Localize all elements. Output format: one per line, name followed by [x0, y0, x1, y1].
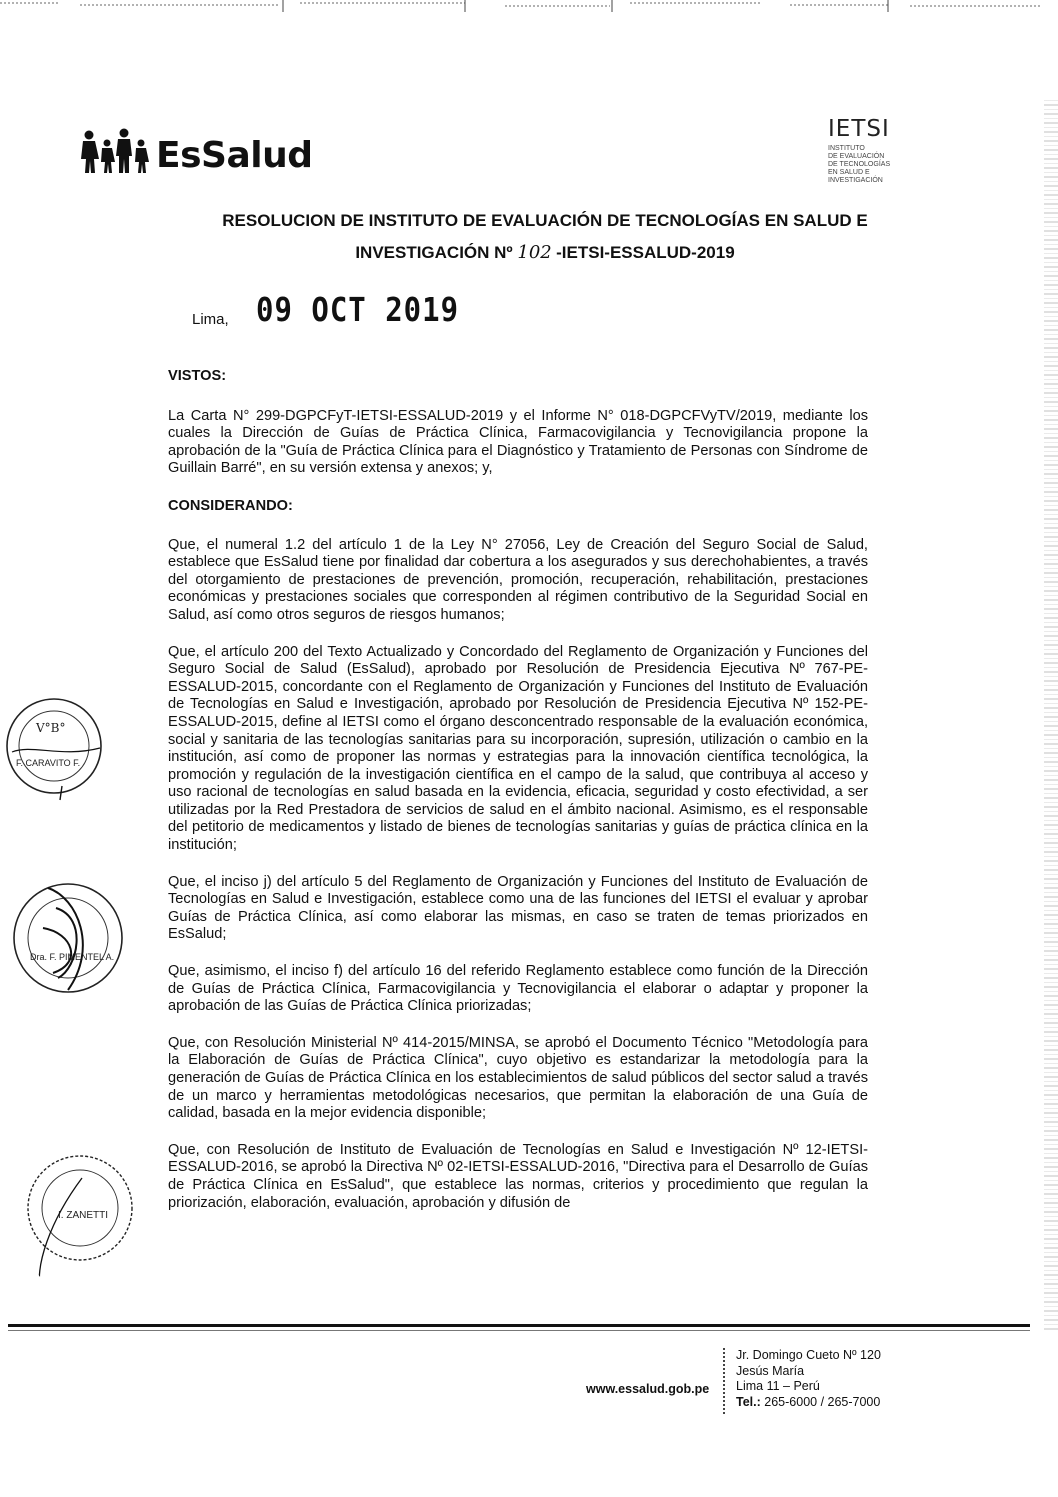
visto-bueno-seal-1: [2, 692, 106, 804]
considerando-heading: CONSIDERANDO:: [168, 497, 293, 514]
vistos-heading: VISTOS:: [168, 368, 227, 384]
considerando-paragraph: Que, el inciso j) del artículo 5 del Reglamento de Organización y Funciones del Instituto de Evaluación de Tecnologías en Salud e Investigación, establece como una de las funciones del IETSI el evaluar y aprobar Guías de Práctica Clínica, así como elaborar las mismas, en caso se traten de temas priorizados en EsSalud;: [168, 873, 868, 943]
footer-address: Jr. Domingo Cueto Nº 120 Jesús María Lima 11 – Perú Tel.: 265-6000 / 265-7000: [736, 1348, 881, 1409]
scan-artifact-top: [0, 0, 1058, 14]
footer-rule-thin: [8, 1330, 1030, 1331]
visto-bueno-seal-2: [8, 878, 130, 998]
seal-name-text: Dra. F. PIMENTEL A.: [30, 952, 115, 962]
family-figures-icon: [80, 128, 154, 174]
date-stamp: 09 OCT 2019: [256, 290, 460, 330]
visto-bueno-seal-3: [22, 1148, 140, 1298]
date-label: Lima,: [192, 311, 229, 328]
seal-vb-text: V°B°: [36, 721, 66, 735]
essalud-wordmark: EsSalud: [156, 135, 313, 176]
footer-website-link[interactable]: www.essalud.gob.pe: [586, 1382, 710, 1396]
considerando-paragraph: Que, con Resolución de Instituto de Evaluación de Tecnologías en Salud e Investigación Nº 12-IETSI-ESSALUD-2016, se aprobó la Directiva Nº 02-IETSI-ESSALUD-2016, "Directiva para el Desarrollo de Guías de Práctica Clínica en EsSalud", que establece las normas, criterios y procedimiento que regulan la priorización, elaboración, evaluación, aprobación y difusión de: [168, 1141, 868, 1211]
resolution-title: [150, 205, 940, 269]
document-body: [168, 368, 868, 1212]
handwritten-resolution-number: 102: [517, 242, 552, 263]
essalud-logo: [80, 122, 312, 174]
title-line-2: INVESTIGACIÓN Nº 102 -IETSI-ESSALUD-2019: [150, 237, 940, 269]
title-line-1: RESOLUCION DE INSTITUTO DE EVALUACIÓN DE TECNOLOGÍAS EN SALUD E: [222, 211, 868, 230]
ietsi-wordmark: IETSI: [828, 116, 890, 142]
footer-rule: [8, 1324, 1030, 1327]
considerando-paragraph: Que, con Resolución Ministerial Nº 414-2015/MINSA, se aprobó el Documento Técnico "Metodología para la Elaboración de Guías de Práctica Clínica", cuyo objetivo es estandarizar la metodología para la generación de Guías de Práctica Clínica en los establecimientos de salud públicos del sector salud a través de un marco y herramientas metodológicas necesarios, que permitan la elaboración de una Guía de calidad, basada en la mejor evidencia disponible;: [168, 1034, 868, 1122]
vistos-paragraph: La Carta N° 299-DGPCFyT-IETSI-ESSALUD-2019 y el Informe N° 018-DGPCFVyTV/2019, mediante los cuales la Dirección de Guías de Práctica Clínica, Farmacovigilancia y Tecnovigilancia propone la aprobación de la "Guía de Práctica Clínica para el Diagnóstico y Tratamiento de Personas con Síndrome de Guillain Barré", en su versión extensa y anexos; y,: [168, 407, 868, 477]
seal-name-text: F. CARAVITO F.: [16, 758, 81, 768]
considerando-paragraph: Que, el artículo 200 del Texto Actualizado y Concordado del Reglamento de Organización y Funciones del Seguro Social de Salud (EsSalud), aprobado por Resolución de Presidencia Ejecutiva Nº 767-PE-ESSALUD-2015, concordante con el Reglamento de Organización y Funciones del Instituto de Evaluación de Tecnologías en Salud e Investigación, aprobado por Resolución de Presidencia Ejecutiva Nº 152-PE-ESSALUD-2015, define al IETSI como el órgano desconcentrado responsable de la evaluación económica, social y sanitaria de las tecnologías sanitarias para su incorporación, supresión, utilización o cambio en la institución, así como de proponer las normas y estrategias para la innovación científica tecnológica, la promoción y regulación de la investigación científica en el campo de la salud, que contribuya al acceso y uso racional de tecnologías en salud basada en la evidencia, eficacia, seguridad y costo efectividad, a ser utilizadas por la Red Prestadora de servicios de salud en el ámbito nacional. Asimismo, es el responsable del petitorio de medicamentos y listado de bienes de tecnologías sanitarias y guías de práctica clínica en la institución;: [168, 643, 868, 854]
considerando-paragraph: Que, el numeral 1.2 del artículo 1 de la Ley N° 27056, Ley de Creación del Seguro Social de Salud, establece que EsSalud tiene por finalidad dar cobertura a los asegurados y sus derechohabientes, a través del otorgamiento de prestaciones de prevención, promoción, recuperación, rehabilitación, prestaciones económicas y prestaciones sociales que corresponden al régimen contributivo de la Seguridad Social en Salud, así como otros seguros de riesgos humanos;: [168, 536, 868, 623]
ietsi-subtitle: INSTITUTO DE EVALUACIÓN DE TECNOLOGÍAS EN SALUD E INVESTIGACIÓN: [828, 145, 891, 184]
ietsi-logo: [828, 118, 908, 185]
footer-separator: [723, 1348, 725, 1414]
footer-phone: Tel.: 265-6000 / 265-7000: [736, 1394, 881, 1409]
seal-name-text: I. ZANETTI: [58, 1210, 108, 1221]
scan-artifact-right-edge: [1044, 100, 1058, 1330]
considerando-paragraph: Que, asimismo, el inciso f) del artículo 16 del referido Reglamento establece como función de la Dirección de Guías de Práctica Clínica, Farmacovigilancia y Tecnovigilancia el elaborar o adaptar y proponer la aprobación de las Guías de Práctica Clínica priorizadas;: [168, 963, 868, 1015]
